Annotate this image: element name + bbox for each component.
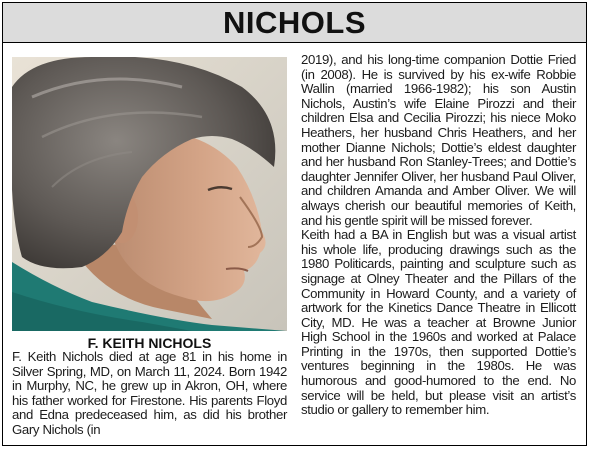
paragraph-1-continued: 2019), and his long-time companion Dottie Fried (in 2008). He is survived by his ex-wife Robbie Wallin (married 1966-1982); his son Austin Nichols, Austin’s wife Elaine Pirozzi and their children Elsa and Cecilia Pirozzi; his niece Moko Heathers, her husband Chris Heathers, and her mother Dianne Nichols; Dottie’s eldest daughter and her husband Ron Stanley-Trees; and Dottie’s daughter Jennifer Oliver, her husband Paul Oliver, and children Amanda and Amber Oliver. We will always cherish our beautiful memories of Keith, and his gentle spirit will be missed forever.	[301, 52, 576, 228]
obituary-text-column-right	[301, 53, 576, 418]
surname-title: NICHOLS	[223, 4, 366, 40]
header-bar	[3, 3, 586, 43]
paragraph-1: F. Keith Nichols died at age 81 in his home in Silver Spring, MD, on March 11, 2024. Born 1942 in Murphy, NC, he grew up in Akron, OH, where his father worked for Firestone. His parents Floyd and Edna predeceased him, as did his brother Gary Nichols (in	[12, 349, 287, 437]
decedent-name-caption: F. KEITH NICHOLS	[87, 335, 212, 351]
obituary-text-column-left	[12, 350, 287, 438]
paragraph-2: Keith had a BA in English but was a visual artist his whole life, producing drawings such as the 1980 Politicards, painting and sculpture such as signage at Olney Theater and the Pillars of the Community in Howard County, and a variety of artwork for the Kinetics Dance Theatre in Ellicott City, MD. He was a teacher at Browne Junior High School in the 1960s and worked at Palace Printing in the 1970s, then supported Dottie’s ventures beginning in the 1980s. He was humorous and good-humored to the end. No service will be held, but please visit an artist’s studio or gallery to remember him.	[301, 227, 576, 418]
portrait-photo	[12, 57, 287, 331]
